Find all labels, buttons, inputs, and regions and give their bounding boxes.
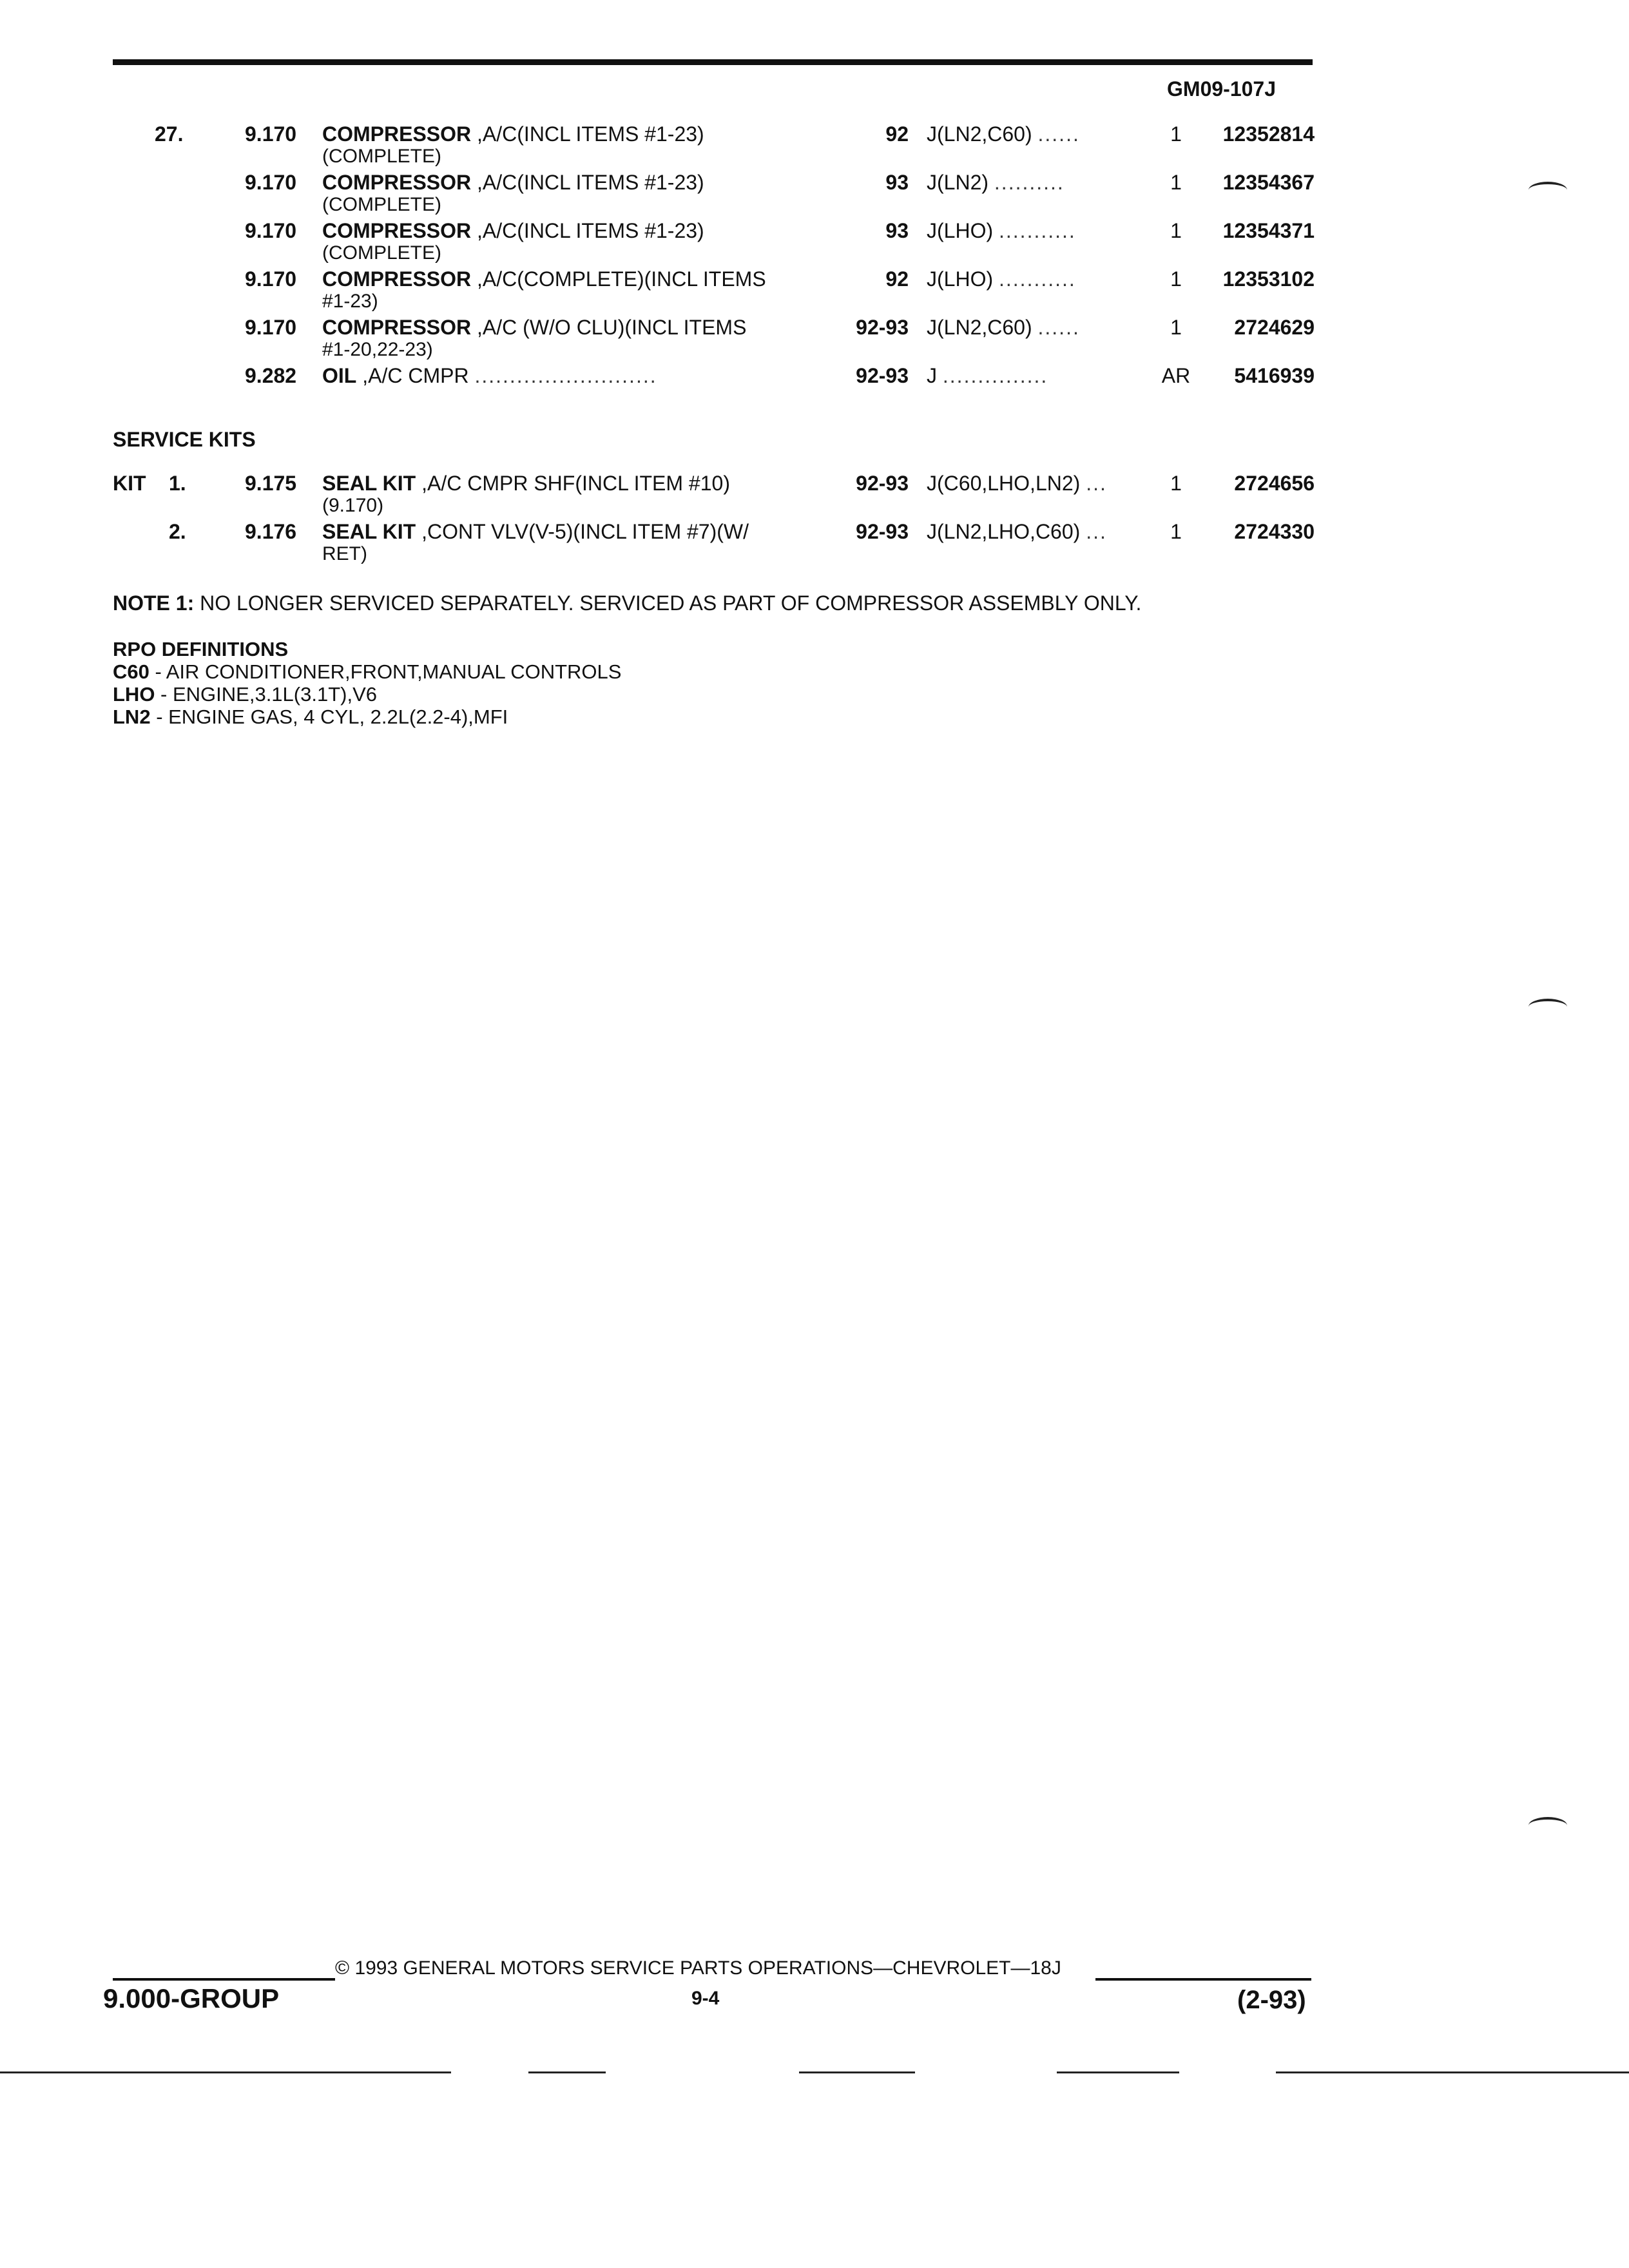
application bbox=[927, 219, 1076, 243]
leader-dots: ...... bbox=[1037, 316, 1080, 339]
group-number: 9.170 bbox=[245, 219, 297, 242]
quantity: 1 bbox=[1170, 316, 1182, 339]
rpo-code: C60 bbox=[113, 660, 149, 683]
reference-number: 27. bbox=[155, 122, 184, 146]
document-code: GM09-107J bbox=[1167, 77, 1276, 101]
quantity: AR bbox=[1161, 364, 1191, 387]
leader-dots: .......................... bbox=[474, 364, 657, 387]
page-date: (2-93) bbox=[1237, 1986, 1306, 2014]
part-description bbox=[322, 267, 766, 291]
footer-rule bbox=[1095, 1978, 1311, 1981]
kit-description bbox=[322, 472, 730, 495]
part-name: COMPRESSOR bbox=[322, 171, 472, 194]
note-text: NO LONGER SERVICED SEPARATELY. SERVICED AS PART OF COMPRESSOR ASSEMBLY ONLY. bbox=[194, 591, 1142, 615]
group-number: 9.175 bbox=[245, 472, 297, 495]
kit-row bbox=[0, 520, 1629, 568]
top-rule bbox=[113, 59, 1313, 65]
application-code: J(C60,LHO,LN2) bbox=[927, 472, 1081, 495]
part-row bbox=[0, 364, 1629, 412]
part-description-continued: #1-20,22-23) bbox=[322, 339, 433, 360]
kit-detail: ,A/C CMPR SHF(INCL ITEM #10) bbox=[416, 472, 730, 495]
part-row bbox=[0, 122, 1629, 171]
application bbox=[927, 520, 1107, 544]
rpo-text: - ENGINE,3.1L(3.1T),V6 bbox=[155, 683, 377, 706]
kit-name: SEAL KIT bbox=[322, 520, 416, 543]
kit-detail: ,CONT VLV(V-5)(INCL ITEM #7)(W/ bbox=[416, 520, 749, 543]
page-number: 9-4 bbox=[691, 1988, 720, 2009]
scan-mark bbox=[1528, 1817, 1567, 1834]
application-code: J(LHO) bbox=[927, 219, 994, 242]
quantity: 1 bbox=[1170, 171, 1182, 194]
application-code: J(LHO) bbox=[927, 267, 994, 291]
kit-row bbox=[0, 472, 1629, 520]
part-description-continued: (COMPLETE) bbox=[322, 146, 442, 167]
leader-dots: ........... bbox=[999, 267, 1076, 291]
model-year: 93 bbox=[885, 171, 909, 194]
bottom-rule bbox=[0, 2071, 1629, 2073]
part-detail: ,A/C CMPR bbox=[356, 364, 469, 387]
service-kits-list bbox=[0, 472, 1629, 568]
group-number: 9.170 bbox=[245, 267, 297, 291]
model-year: 92-93 bbox=[856, 472, 909, 495]
part-description bbox=[322, 171, 704, 195]
leader-dots: ........... bbox=[999, 219, 1076, 242]
rpo-code: LN2 bbox=[113, 706, 151, 728]
part-name: COMPRESSOR bbox=[322, 267, 472, 291]
quantity: 1 bbox=[1170, 219, 1182, 242]
rpo-text: - ENGINE GAS, 4 CYL, 2.2L(2.2-4),MFI bbox=[150, 706, 508, 728]
part-number: 12352814 bbox=[1222, 122, 1315, 146]
part-name: COMPRESSOR bbox=[322, 122, 472, 146]
quantity: 1 bbox=[1170, 267, 1182, 291]
part-number: 5416939 bbox=[1234, 364, 1315, 387]
part-row bbox=[0, 219, 1629, 267]
scan-mark bbox=[1528, 182, 1567, 198]
part-description-continued: (COMPLETE) bbox=[322, 194, 442, 215]
model-year: 92 bbox=[885, 267, 909, 291]
copyright: © 1993 GENERAL MOTORS SERVICE PARTS OPERATIONS—CHEVROLET—18J bbox=[335, 1957, 1061, 1979]
service-kits-heading: SERVICE KITS bbox=[113, 428, 256, 451]
leader-dots: ... bbox=[1086, 472, 1107, 495]
part-number: 12353102 bbox=[1222, 267, 1315, 291]
application bbox=[927, 267, 1076, 291]
part-number: 12354371 bbox=[1222, 219, 1315, 242]
kit-description-continued: RET) bbox=[322, 543, 367, 564]
rpo-item bbox=[113, 683, 621, 706]
part-detail: ,A/C (W/O CLU)(INCL ITEMS bbox=[471, 316, 747, 339]
group-number: 9.170 bbox=[245, 316, 297, 339]
rpo-definitions bbox=[113, 638, 621, 728]
note-label: NOTE 1: bbox=[113, 591, 195, 615]
application bbox=[927, 171, 1065, 195]
leader-dots: .......... bbox=[994, 171, 1065, 194]
part-description bbox=[322, 122, 704, 146]
rpo-heading: RPO DEFINITIONS bbox=[113, 638, 289, 660]
part-name: COMPRESSOR bbox=[322, 219, 472, 242]
kit-number: 2. bbox=[169, 520, 186, 543]
part-detail: ,A/C(INCL ITEMS #1-23) bbox=[471, 122, 704, 146]
group-number: 9.282 bbox=[245, 364, 297, 387]
scan-mark bbox=[1528, 999, 1567, 1015]
part-name: OIL bbox=[322, 364, 357, 387]
group-number: 9.176 bbox=[245, 520, 297, 543]
part-number: 2724330 bbox=[1234, 520, 1315, 543]
quantity: 1 bbox=[1170, 520, 1182, 543]
model-year: 92-93 bbox=[856, 364, 909, 387]
quantity: 1 bbox=[1170, 122, 1182, 146]
part-detail: ,A/C(COMPLETE)(INCL ITEMS bbox=[471, 267, 766, 291]
kit-description-continued: (9.170) bbox=[322, 495, 384, 516]
application-code: J(LN2,LHO,C60) bbox=[927, 520, 1081, 543]
rpo-item bbox=[113, 660, 621, 683]
application bbox=[927, 364, 1048, 388]
rpo-text: - AIR CONDITIONER,FRONT,MANUAL CONTROLS bbox=[149, 660, 622, 683]
application bbox=[927, 316, 1080, 340]
part-number: 12354367 bbox=[1222, 171, 1315, 194]
leader-dots: ............... bbox=[942, 364, 1048, 387]
part-number: 2724656 bbox=[1234, 472, 1315, 495]
note bbox=[113, 591, 1141, 615]
part-name: COMPRESSOR bbox=[322, 316, 472, 339]
application bbox=[927, 472, 1107, 495]
group-id: 9.000-GROUP bbox=[103, 1983, 280, 2013]
quantity: 1 bbox=[1170, 472, 1182, 495]
model-year: 92-93 bbox=[856, 520, 909, 543]
part-detail: ,A/C(INCL ITEMS #1-23) bbox=[471, 171, 704, 194]
leader-dots: ...... bbox=[1037, 122, 1080, 146]
part-description bbox=[322, 316, 746, 340]
application-code: J(LN2) bbox=[927, 171, 989, 194]
model-year: 92 bbox=[885, 122, 909, 146]
part-description bbox=[322, 219, 704, 243]
footer-rule bbox=[113, 1978, 335, 1981]
leader-dots: ... bbox=[1086, 520, 1107, 543]
part-description-continued: #1-23) bbox=[322, 291, 378, 312]
group-number: 9.170 bbox=[245, 122, 297, 146]
application bbox=[927, 122, 1080, 146]
kit-description bbox=[322, 520, 749, 544]
application-code: J(LN2,C60) bbox=[927, 122, 1032, 146]
part-row bbox=[0, 316, 1629, 364]
model-year: 93 bbox=[885, 219, 909, 242]
rpo-item bbox=[113, 706, 621, 728]
group-number: 9.170 bbox=[245, 171, 297, 194]
kit-number: 1. bbox=[169, 472, 186, 495]
kit-label: KIT bbox=[113, 472, 146, 495]
part-description-continued: (COMPLETE) bbox=[322, 242, 442, 264]
part-row bbox=[0, 267, 1629, 316]
part-number: 2724629 bbox=[1234, 316, 1315, 339]
model-year: 92-93 bbox=[856, 316, 909, 339]
kit-name: SEAL KIT bbox=[322, 472, 416, 495]
part-detail: ,A/C(INCL ITEMS #1-23) bbox=[471, 219, 704, 242]
part-row bbox=[0, 171, 1629, 219]
parts-list bbox=[0, 122, 1629, 412]
rpo-code: LHO bbox=[113, 683, 155, 706]
application-code: J bbox=[927, 364, 937, 387]
application-code: J(LN2,C60) bbox=[927, 316, 1032, 339]
part-description bbox=[322, 364, 657, 388]
